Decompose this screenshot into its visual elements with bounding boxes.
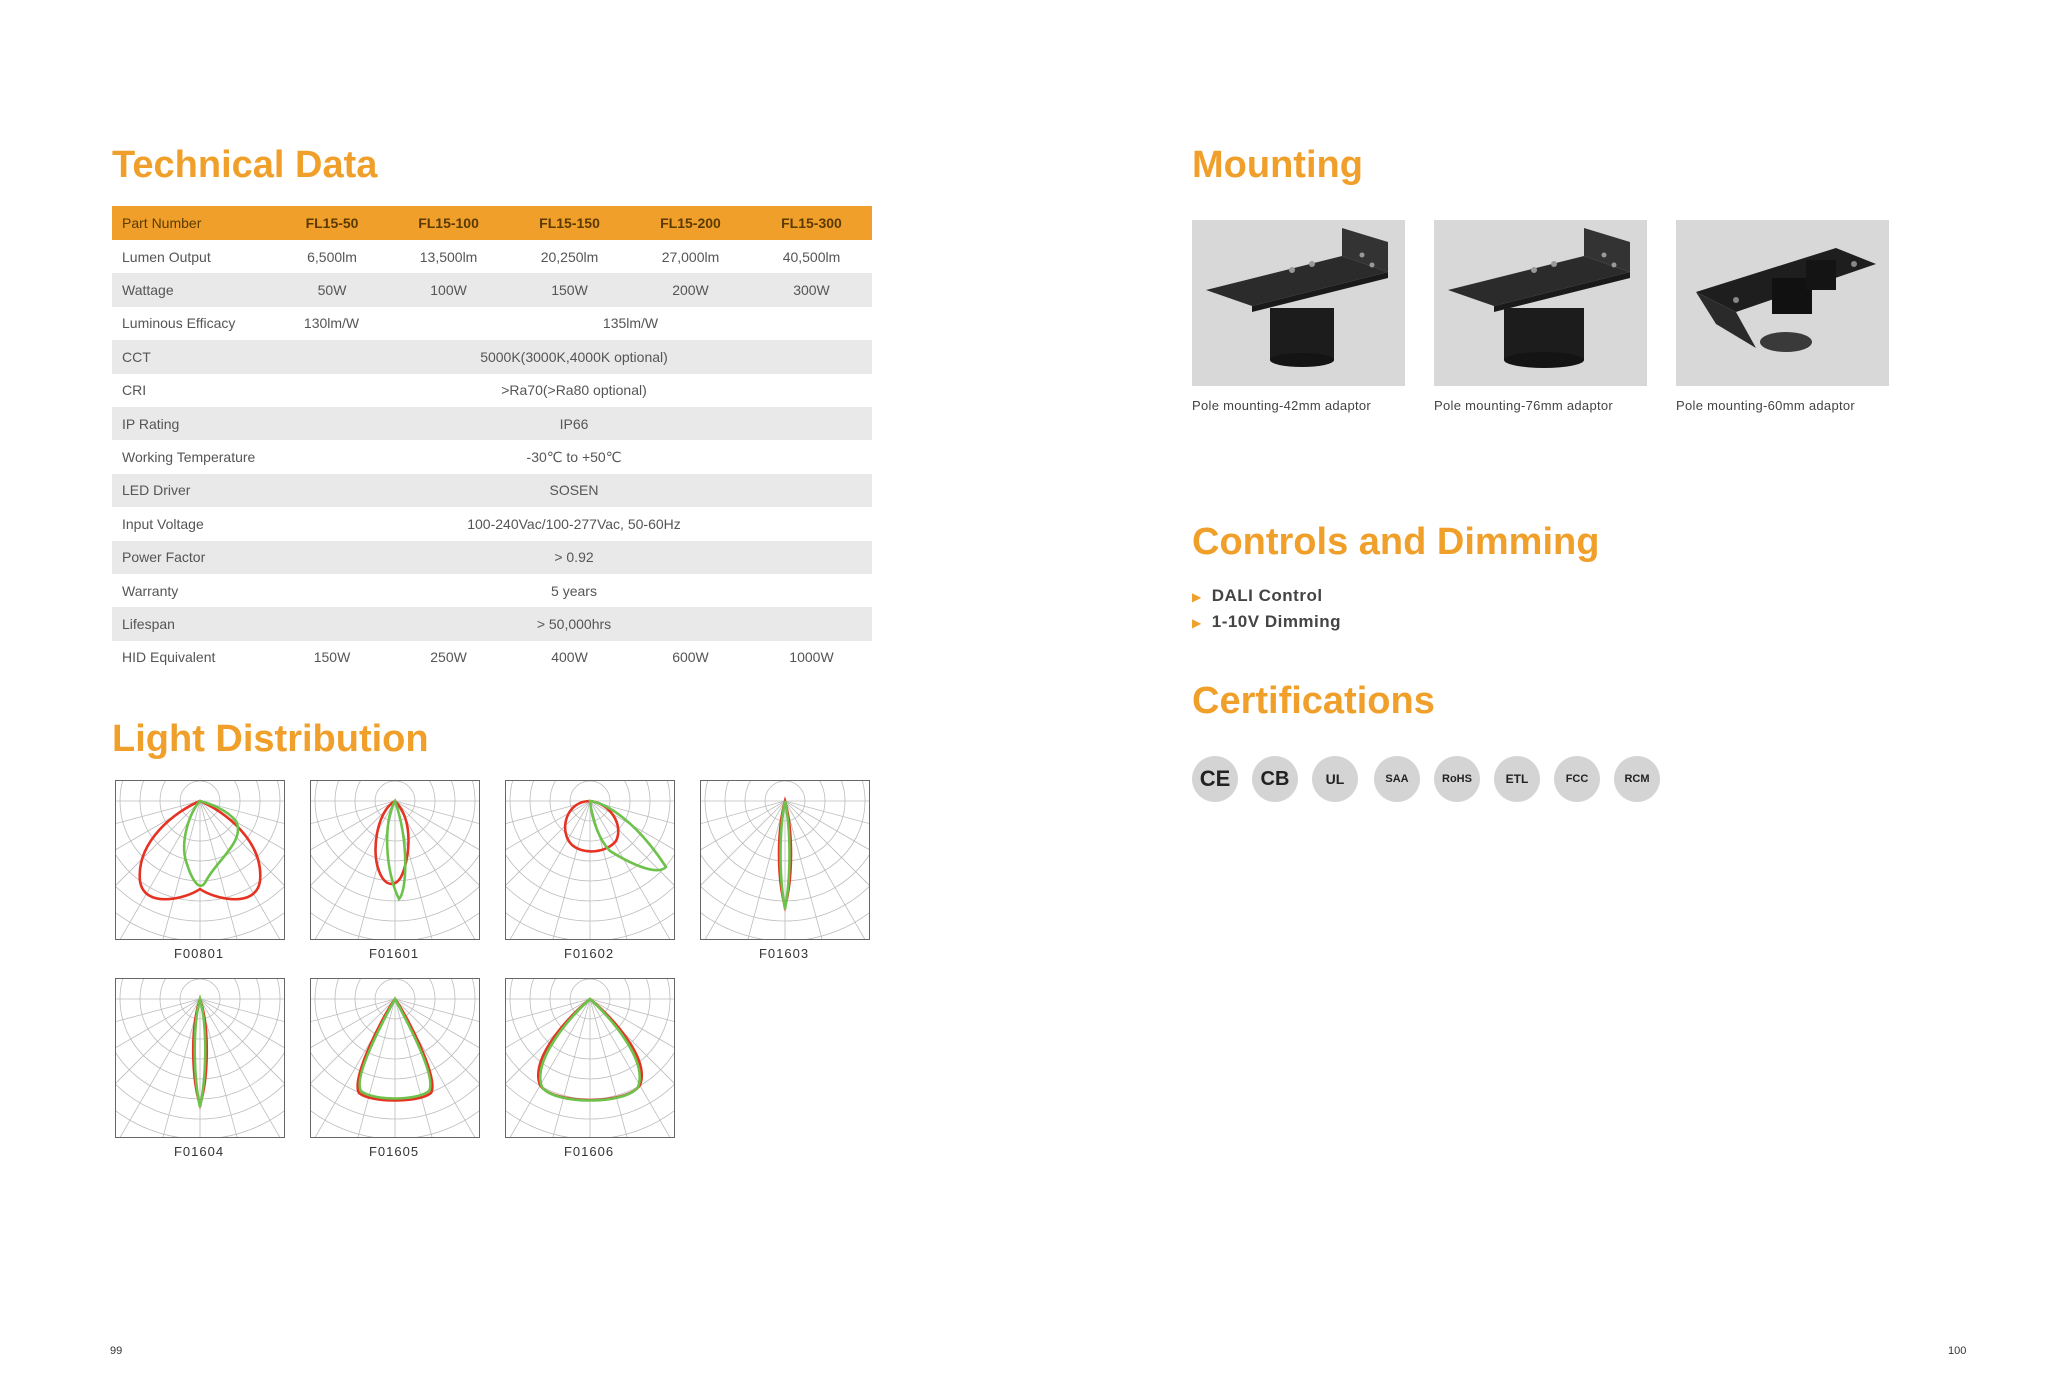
cell: 5 years <box>551 582 597 599</box>
cell: 150W <box>313 649 351 666</box>
cert-label: ETL <box>1505 772 1529 786</box>
mounting-caption: Pole mounting-60mm adaptor <box>1676 398 1856 413</box>
cell: 600W <box>672 649 709 666</box>
fcc-mark-icon <box>1554 756 1600 802</box>
polar-grid-spoke <box>785 801 869 939</box>
header-model: FL15-100 <box>388 206 509 240</box>
cell: 50W <box>276 273 388 306</box>
row-label: Working Temperature <box>122 449 256 466</box>
polar-diagram-caption: F00801 <box>173 946 225 961</box>
mounting-image-60mm <box>1676 220 1889 386</box>
polar-grid-spoke <box>200 999 284 1137</box>
table-row <box>112 307 872 340</box>
cell: 150W <box>509 273 630 306</box>
cert-label: RCM <box>1624 773 1650 785</box>
polar-grid-spoke <box>590 999 674 1051</box>
table-row <box>112 607 872 640</box>
table-row <box>112 374 872 407</box>
mounting-caption: Pole mounting-76mm adaptor <box>1434 398 1614 413</box>
cell: 27,000lm <box>661 248 720 265</box>
controls-heading: Controls and Dimming <box>1192 521 1600 563</box>
polar-diagram-caption: F01605 <box>368 1144 420 1159</box>
table-row <box>112 474 872 507</box>
polar-grid-spoke <box>200 999 284 1099</box>
header-model: FL15-200 <box>630 206 751 240</box>
polar-diagram-caption: F01601 <box>368 946 420 961</box>
cell: 6,500lm <box>307 248 357 265</box>
polar-grid-spoke <box>116 999 200 1137</box>
cert-label: FCC <box>1565 773 1589 785</box>
mounting-caption: Pole mounting-42mm adaptor <box>1192 398 1372 413</box>
row-label: Lumen Output <box>122 248 211 265</box>
table-row <box>112 340 872 373</box>
polar-grid-spoke <box>785 801 869 939</box>
row-label: LED Driver <box>112 474 276 507</box>
etl-mark-icon <box>1494 756 1540 802</box>
header-model: FL15-150 <box>509 206 630 240</box>
polar-grid-spoke <box>200 999 284 1137</box>
polar-grid-spoke <box>311 801 395 939</box>
cell: -30℃ to +50℃ <box>526 448 622 465</box>
polar-grid-spoke <box>116 999 200 1051</box>
cell: 130lm/W <box>303 315 360 332</box>
polar-diagram <box>310 780 480 940</box>
control-item <box>1192 586 1323 606</box>
cell: SOSEN <box>276 474 872 507</box>
polar-grid-spoke <box>506 801 590 939</box>
cell: > 0.92 <box>276 541 872 574</box>
ul-mark-icon <box>1312 756 1358 802</box>
mounting-image-42mm <box>1192 220 1405 386</box>
table-header-row <box>112 206 872 240</box>
cert-label: RoHS <box>1442 773 1472 785</box>
row-label: Wattage <box>112 273 276 306</box>
cert-label: SAA <box>1385 773 1409 785</box>
polar-diagram-caption: F01602 <box>563 946 615 961</box>
row-label: HID Equivalent <box>122 649 216 666</box>
polar-grid-spoke <box>311 801 395 853</box>
cell: 40,500lm <box>782 248 841 265</box>
cell: 135lm/W <box>388 307 872 340</box>
mounting-image-76mm <box>1434 220 1647 386</box>
polar-grid-spoke <box>200 801 284 901</box>
polar-diagram <box>505 780 675 940</box>
table-row <box>112 574 872 607</box>
control-label: DALI Control <box>1211 586 1323 605</box>
cell: 400W <box>551 649 588 666</box>
polar-grid-spoke <box>200 999 284 1051</box>
page-number-right: 100 <box>1948 1345 1967 1357</box>
cell: 20,250lm <box>540 248 599 265</box>
cell: IP66 <box>276 407 872 440</box>
triangle-bullet-icon: ▶ <box>1192 616 1202 630</box>
table-row <box>112 273 872 306</box>
cell: 1000W <box>789 649 834 666</box>
row-label: Input Voltage <box>122 515 204 532</box>
page-number-left: 99 <box>110 1345 123 1357</box>
triangle-bullet-icon: ▶ <box>1192 590 1202 604</box>
polar-grid-spoke <box>506 999 590 1051</box>
polar-grid-spoke <box>506 999 590 1137</box>
certifications-heading: Certifications <box>1192 680 1435 722</box>
polar-grid-spoke <box>395 999 479 1099</box>
control-item <box>1192 612 1341 632</box>
polar-grid-spoke <box>701 801 785 939</box>
table-row <box>112 641 872 674</box>
row-label: Power Factor <box>112 541 276 574</box>
polar-grid-spoke <box>116 801 200 901</box>
table-row <box>112 507 872 540</box>
polar-grid-spoke <box>701 801 785 853</box>
polar-grid-spoke <box>701 801 785 901</box>
polar-grid-spoke <box>506 801 590 901</box>
rohs-mark-icon <box>1434 756 1480 802</box>
cell: > 50,000hrs <box>276 607 872 640</box>
rcm-mark-icon <box>1614 756 1660 802</box>
polar-grid-spoke <box>311 801 395 939</box>
polar-grid-spoke <box>590 999 674 1137</box>
cell: >Ra70(>Ra80 optional) <box>501 382 647 399</box>
ce-mark-icon <box>1192 756 1238 802</box>
technical-data-table <box>112 206 872 674</box>
polar-diagram <box>505 978 675 1138</box>
polar-diagram <box>115 978 285 1138</box>
row-label: Luminous Efficacy <box>122 315 236 332</box>
cell: 100W <box>388 273 509 306</box>
header-model: FL15-50 <box>276 206 388 240</box>
polar-diagram-caption: F01603 <box>758 946 810 961</box>
polar-grid-spoke <box>506 999 590 1137</box>
polar-grid-spoke <box>590 999 674 1137</box>
polar-grid-spoke <box>311 999 395 1099</box>
polar-grid-spoke <box>116 999 200 1137</box>
polar-diagram-caption: F01604 <box>173 1144 225 1159</box>
polar-grid-spoke <box>506 801 590 853</box>
table-row <box>112 240 872 273</box>
row-label: IP Rating <box>112 407 276 440</box>
table-row <box>112 407 872 440</box>
table-row <box>112 541 872 574</box>
cert-label: CB <box>1260 767 1290 790</box>
cell: 5000K(3000K,4000K optional) <box>276 340 872 373</box>
control-label: 1-10V Dimming <box>1211 612 1342 631</box>
light-distribution-heading: Light Distribution <box>112 718 429 760</box>
polar-grid-spoke <box>200 801 284 853</box>
technical-data-heading: Technical Data <box>112 144 378 186</box>
polar-grid-spoke <box>701 801 785 939</box>
cell: 250W <box>430 649 467 666</box>
cell: 13,500lm <box>419 248 478 265</box>
cert-label: CE <box>1199 766 1231 791</box>
row-label: Lifespan <box>112 607 276 640</box>
polar-diagram-caption: F01606 <box>563 1144 615 1159</box>
polar-grid-spoke <box>785 801 869 901</box>
mounting-heading: Mounting <box>1192 144 1363 186</box>
polar-grid-spoke <box>506 801 590 939</box>
row-label: CCT <box>112 340 276 373</box>
polar-grid-spoke <box>785 801 869 853</box>
polar-diagram <box>310 978 480 1138</box>
cb-mark-icon <box>1252 756 1298 802</box>
row-label: Warranty <box>122 582 179 599</box>
cell: 300W <box>751 273 872 306</box>
polar-grid-spoke <box>116 999 200 1099</box>
cell: 100-240Vac/100-277Vac, 50-60Hz <box>467 515 681 532</box>
saa-mark-icon <box>1374 756 1420 802</box>
header-model: FL15-300 <box>751 206 872 240</box>
table-row <box>112 440 872 473</box>
polar-diagram <box>115 780 285 940</box>
cell: 200W <box>630 273 751 306</box>
header-label: Part Number <box>112 206 276 240</box>
cert-label: UL <box>1325 771 1345 787</box>
row-label: CRI <box>122 382 147 399</box>
polar-diagram <box>700 780 870 940</box>
